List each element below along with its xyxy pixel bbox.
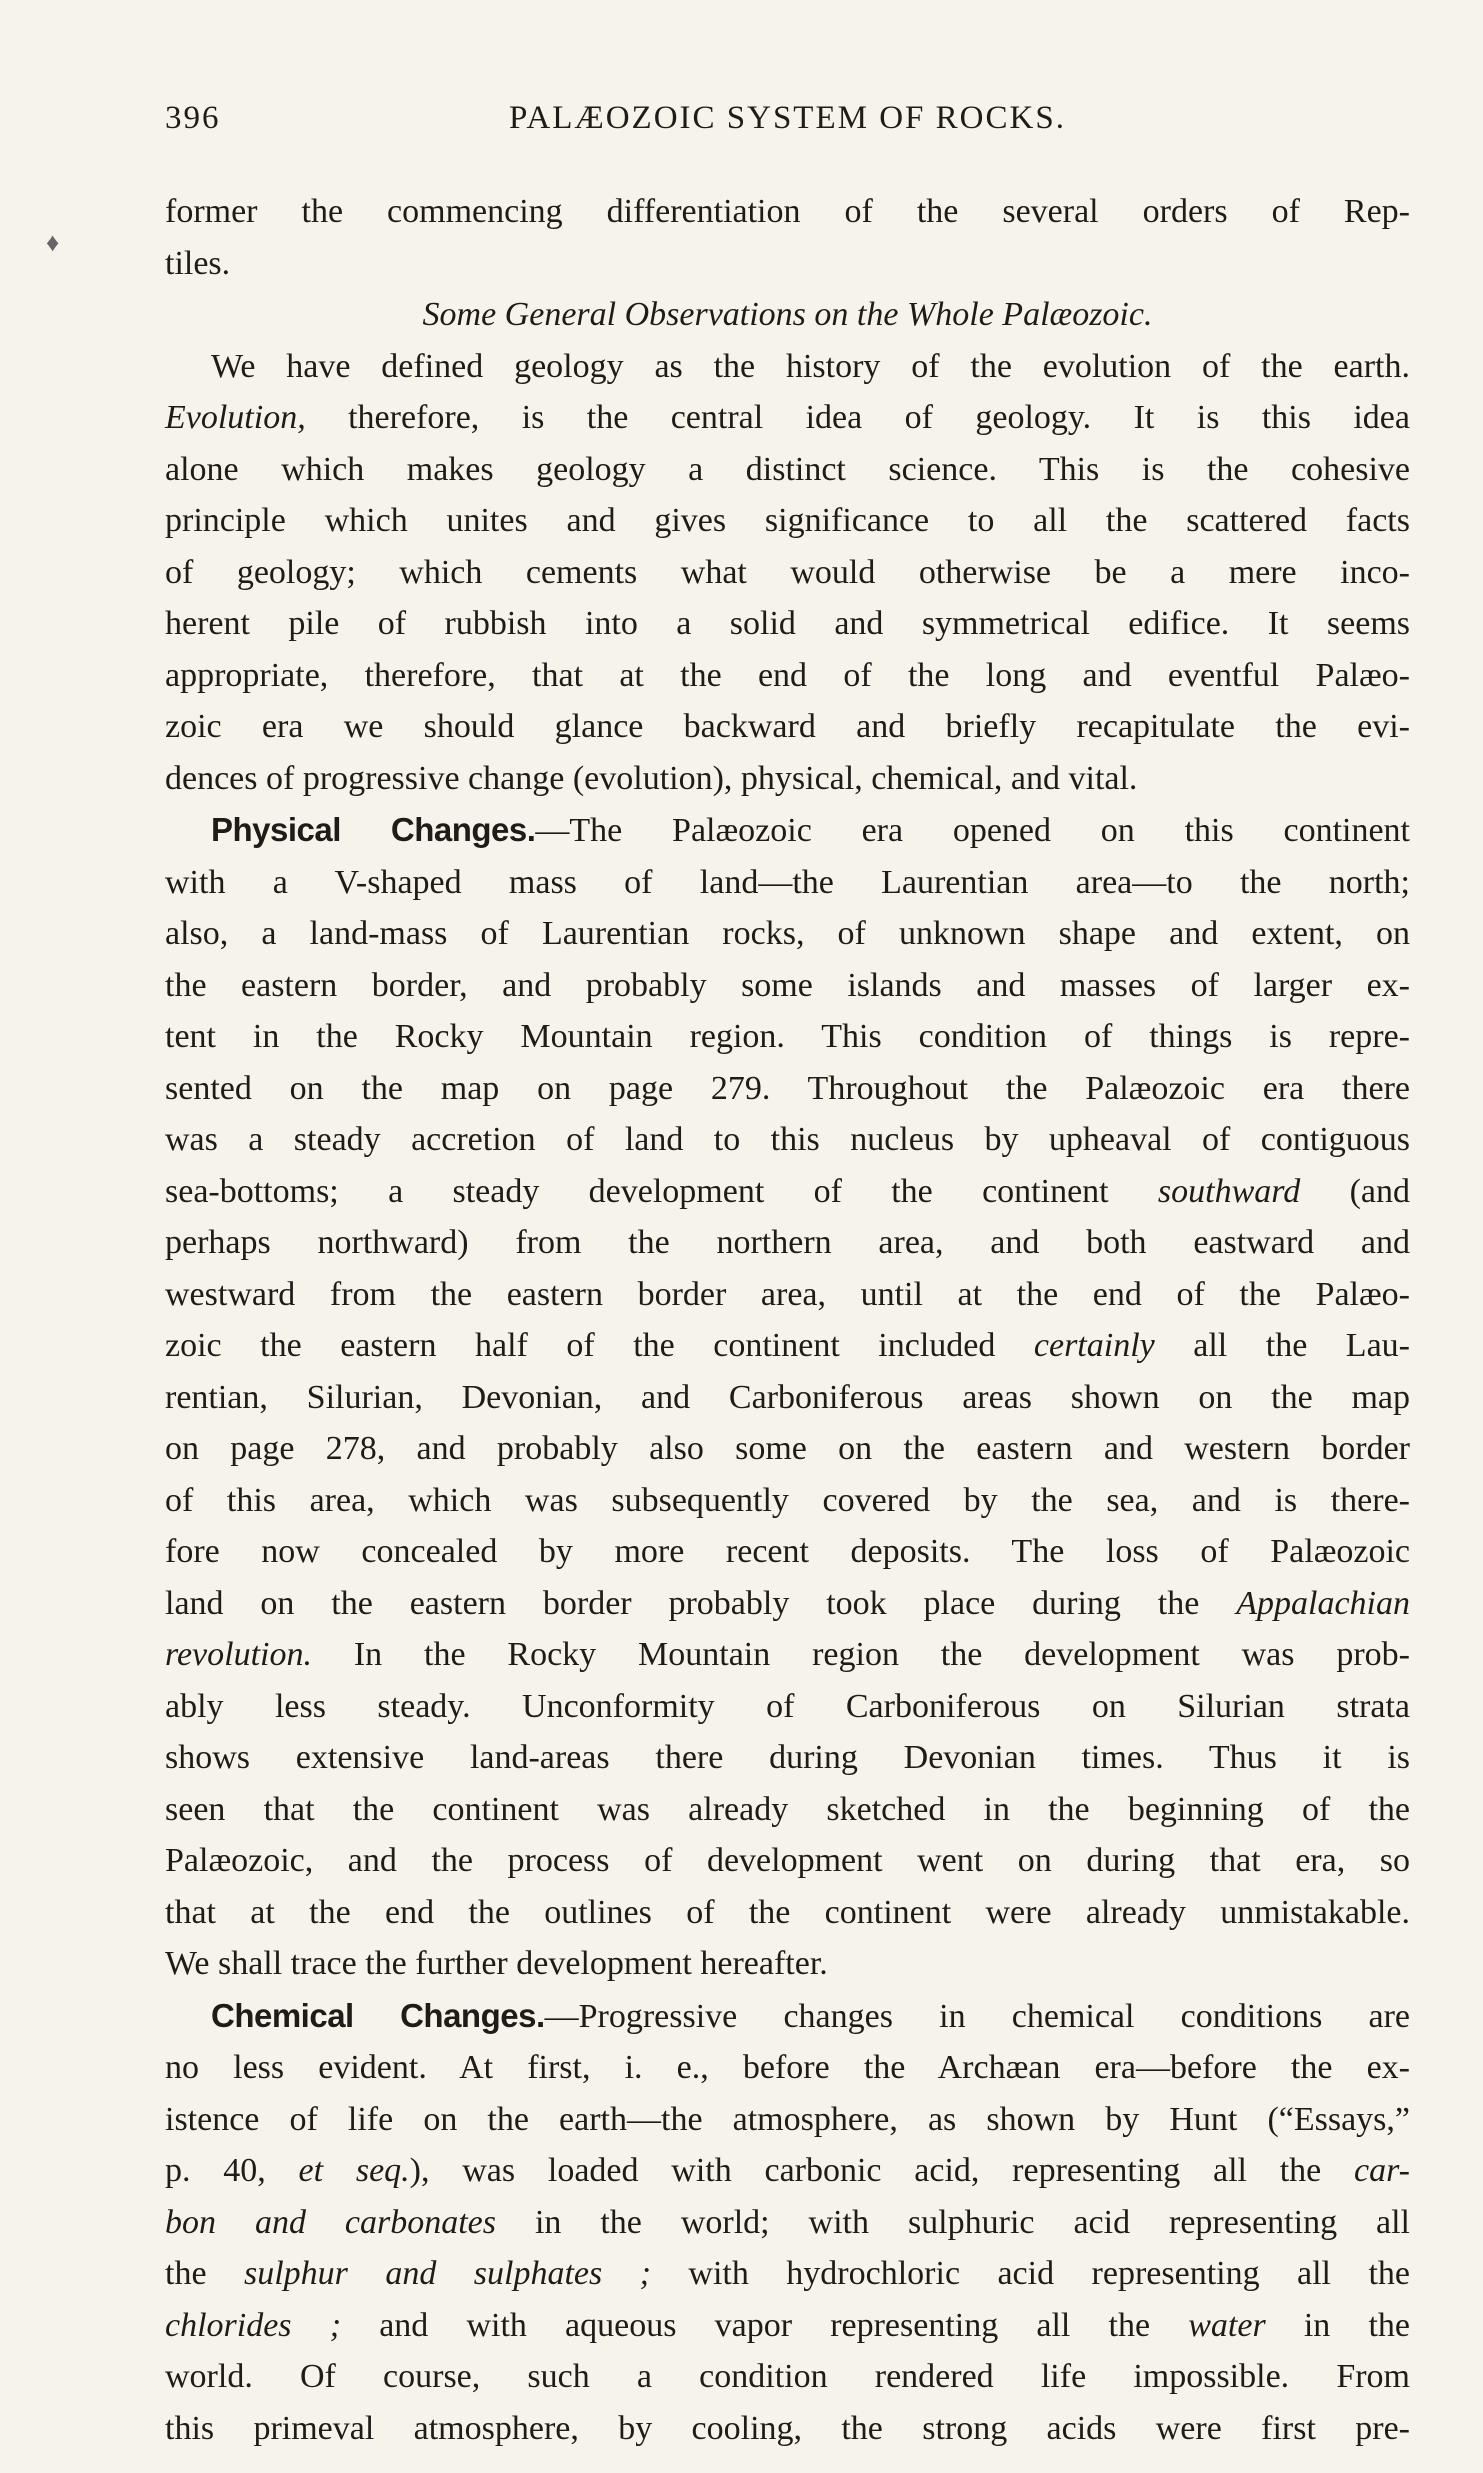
text-line: istence of life on the earth—the atmosphere, as shown by Hunt (“Essays,” bbox=[165, 2100, 1410, 2138]
emphasis: bon and carbonates bbox=[165, 2203, 496, 2241]
text-line bbox=[165, 1320, 1410, 1372]
text-line bbox=[165, 392, 1410, 444]
text-line: principle which unites and gives significance to all the scattered facts bbox=[165, 502, 1410, 539]
page-number: 396 bbox=[165, 100, 221, 136]
text-line: of this area, which was subsequently covered by the sea, and is there- bbox=[165, 1481, 1410, 1519]
text-line: sented on the map on page 279. Throughout the Palæozoic era there bbox=[165, 1069, 1410, 1107]
text-run: —The Palæozoic era opened on this continent bbox=[535, 812, 1410, 849]
text-line: appropriate, therefore, that at the end of the long and eventful Palæo- bbox=[165, 656, 1410, 694]
text-run: with hydrochloric acid representing all the bbox=[650, 2255, 1410, 2292]
running-title: PALÆOZOIC SYSTEM OF ROCKS. bbox=[509, 100, 1066, 136]
text-line: We have defined geology as the history of the evolution of the earth. bbox=[211, 347, 1410, 385]
text-line: westward from the eastern border area, until at the end of the Palæo- bbox=[165, 1275, 1410, 1313]
text-line: no less evident. At first, i. e., before the Archæan era—before the ex- bbox=[165, 2049, 1410, 2086]
text-line: this primeval atmosphere, by cooling, the strong acids were first pre- bbox=[165, 2409, 1410, 2447]
text-line bbox=[165, 1990, 1410, 2043]
text-line: dences of progressive change (evolution), physical, chemical, and vital. bbox=[165, 759, 1138, 797]
text-line: rentian, Silurian, Devonian, and Carboniferous areas shown on the map bbox=[165, 1378, 1410, 1416]
text-line bbox=[165, 1578, 1410, 1630]
text-run: ), was loaded with carbonic acid, representing all the bbox=[409, 2152, 1355, 2189]
emphasis: sulphur and sulphates ; bbox=[243, 2255, 651, 2292]
text-line bbox=[165, 2300, 1410, 2352]
paragraph-heading: Physical Changes. bbox=[211, 811, 536, 848]
emphasis: Evolution, bbox=[165, 399, 306, 436]
text-line bbox=[165, 1629, 1410, 1681]
text-run: In the Rocky Mountain region the development was prob- bbox=[312, 1636, 1410, 1673]
section-title: Some General Observations on the Whole Palæozoic. bbox=[422, 296, 1153, 333]
paragraph-heading: Chemical Changes. bbox=[211, 1996, 545, 2034]
text-line: also, a land-mass of Laurentian rocks, of unknown shape and extent, on bbox=[165, 915, 1410, 952]
text-run: (and bbox=[1300, 1172, 1410, 1210]
paragraph-chemical-changes bbox=[165, 1990, 1410, 2455]
text-run: sea-bottoms; a steady development of the continent bbox=[165, 1172, 1158, 1210]
text-run: all the Lau- bbox=[1154, 1327, 1410, 1364]
text-line: was a steady accretion of land to this nucleus by upheaval of contiguous bbox=[165, 1121, 1410, 1158]
text-line bbox=[165, 804, 1410, 857]
text-line: tiles. bbox=[165, 244, 231, 282]
text-run: in the world; with sulphuric acid representing all bbox=[496, 2203, 1411, 2241]
text-line: alone which makes geology a distinct science. This is the cohesive bbox=[165, 450, 1410, 488]
text-line: that at the end the outlines of the continent were already unmistakable. bbox=[165, 1893, 1410, 1931]
emphasis: certainly bbox=[1033, 1327, 1155, 1364]
text-line bbox=[165, 2145, 1410, 2197]
text-run: p. 40, bbox=[165, 2152, 299, 2189]
emphasis: Appalachian bbox=[1236, 1584, 1410, 1622]
margin-mark: ♦ bbox=[46, 228, 60, 257]
text-line: on page 278, and probably also some on the eastern and western border bbox=[165, 1430, 1410, 1467]
text-run: land on the eastern border probably took place during the bbox=[165, 1584, 1237, 1622]
text-line: world. Of course, such a condition rendered life impossible. From bbox=[165, 2358, 1410, 2395]
text-line: We shall trace the further development hereafter. bbox=[165, 1945, 828, 1982]
text-line bbox=[165, 2197, 1410, 2249]
text-line: former the commencing differentiation of the several orders of Rep- bbox=[165, 193, 1410, 230]
text-line: tent in the Rocky Mountain region. This condition of things is repre- bbox=[165, 1018, 1410, 1055]
text-line: seen that the continent was already sketched in the beginning of the bbox=[165, 1790, 1410, 1828]
emphasis: southward bbox=[1157, 1172, 1301, 1210]
text-line: with a V-shaped mass of land—the Laurentian area—to the north; bbox=[165, 863, 1410, 901]
text-run: the bbox=[165, 2255, 244, 2292]
emphasis: revolution. bbox=[165, 1636, 312, 1673]
text-line bbox=[165, 1166, 1410, 1218]
text-run: and with aqueous vapor representing all the bbox=[341, 2306, 1189, 2344]
emphasis: water bbox=[1188, 2306, 1266, 2344]
text-line: fore now concealed by more recent deposits. The loss of Palæozoic bbox=[165, 1533, 1410, 1570]
paragraph-evolution bbox=[165, 341, 1410, 805]
text-line: zoic era we should glance backward and briefly recapitulate the evi- bbox=[165, 708, 1410, 745]
text-line: Palæozoic, and the process of development went on during that era, so bbox=[165, 1842, 1410, 1879]
text-run: —Progressive changes in chemical conditions are bbox=[544, 1997, 1410, 2035]
text-run: zoic the eastern half of the continent included bbox=[165, 1327, 1034, 1364]
text-line: of geology; which cements what would otherwise be a mere inco- bbox=[165, 553, 1410, 591]
body-text bbox=[165, 186, 1410, 2454]
text-line bbox=[165, 2248, 1410, 2300]
text-line: the eastern border, and probably some islands and masses of larger ex- bbox=[165, 966, 1410, 1004]
text-run: therefore, is the central idea of geology. It is this idea bbox=[305, 399, 1410, 436]
text-line: perhaps northward) from the northern area, and both eastward and bbox=[165, 1224, 1410, 1261]
text-line: shows extensive land-areas there during Devonian times. Thus it is bbox=[165, 1739, 1410, 1776]
text-line: ably less steady. Unconformity of Carboniferous on Silurian strata bbox=[165, 1687, 1410, 1725]
emphasis: car- bbox=[1354, 2152, 1410, 2189]
text-run: in the bbox=[1265, 2306, 1411, 2344]
emphasis: chlorides ; bbox=[165, 2306, 342, 2344]
text-line: herent pile of rubbish into a solid and symmetrical edifice. It seems bbox=[165, 605, 1410, 642]
emphasis: et seq. bbox=[298, 2152, 410, 2189]
paragraph-physical-changes bbox=[165, 804, 1410, 1990]
